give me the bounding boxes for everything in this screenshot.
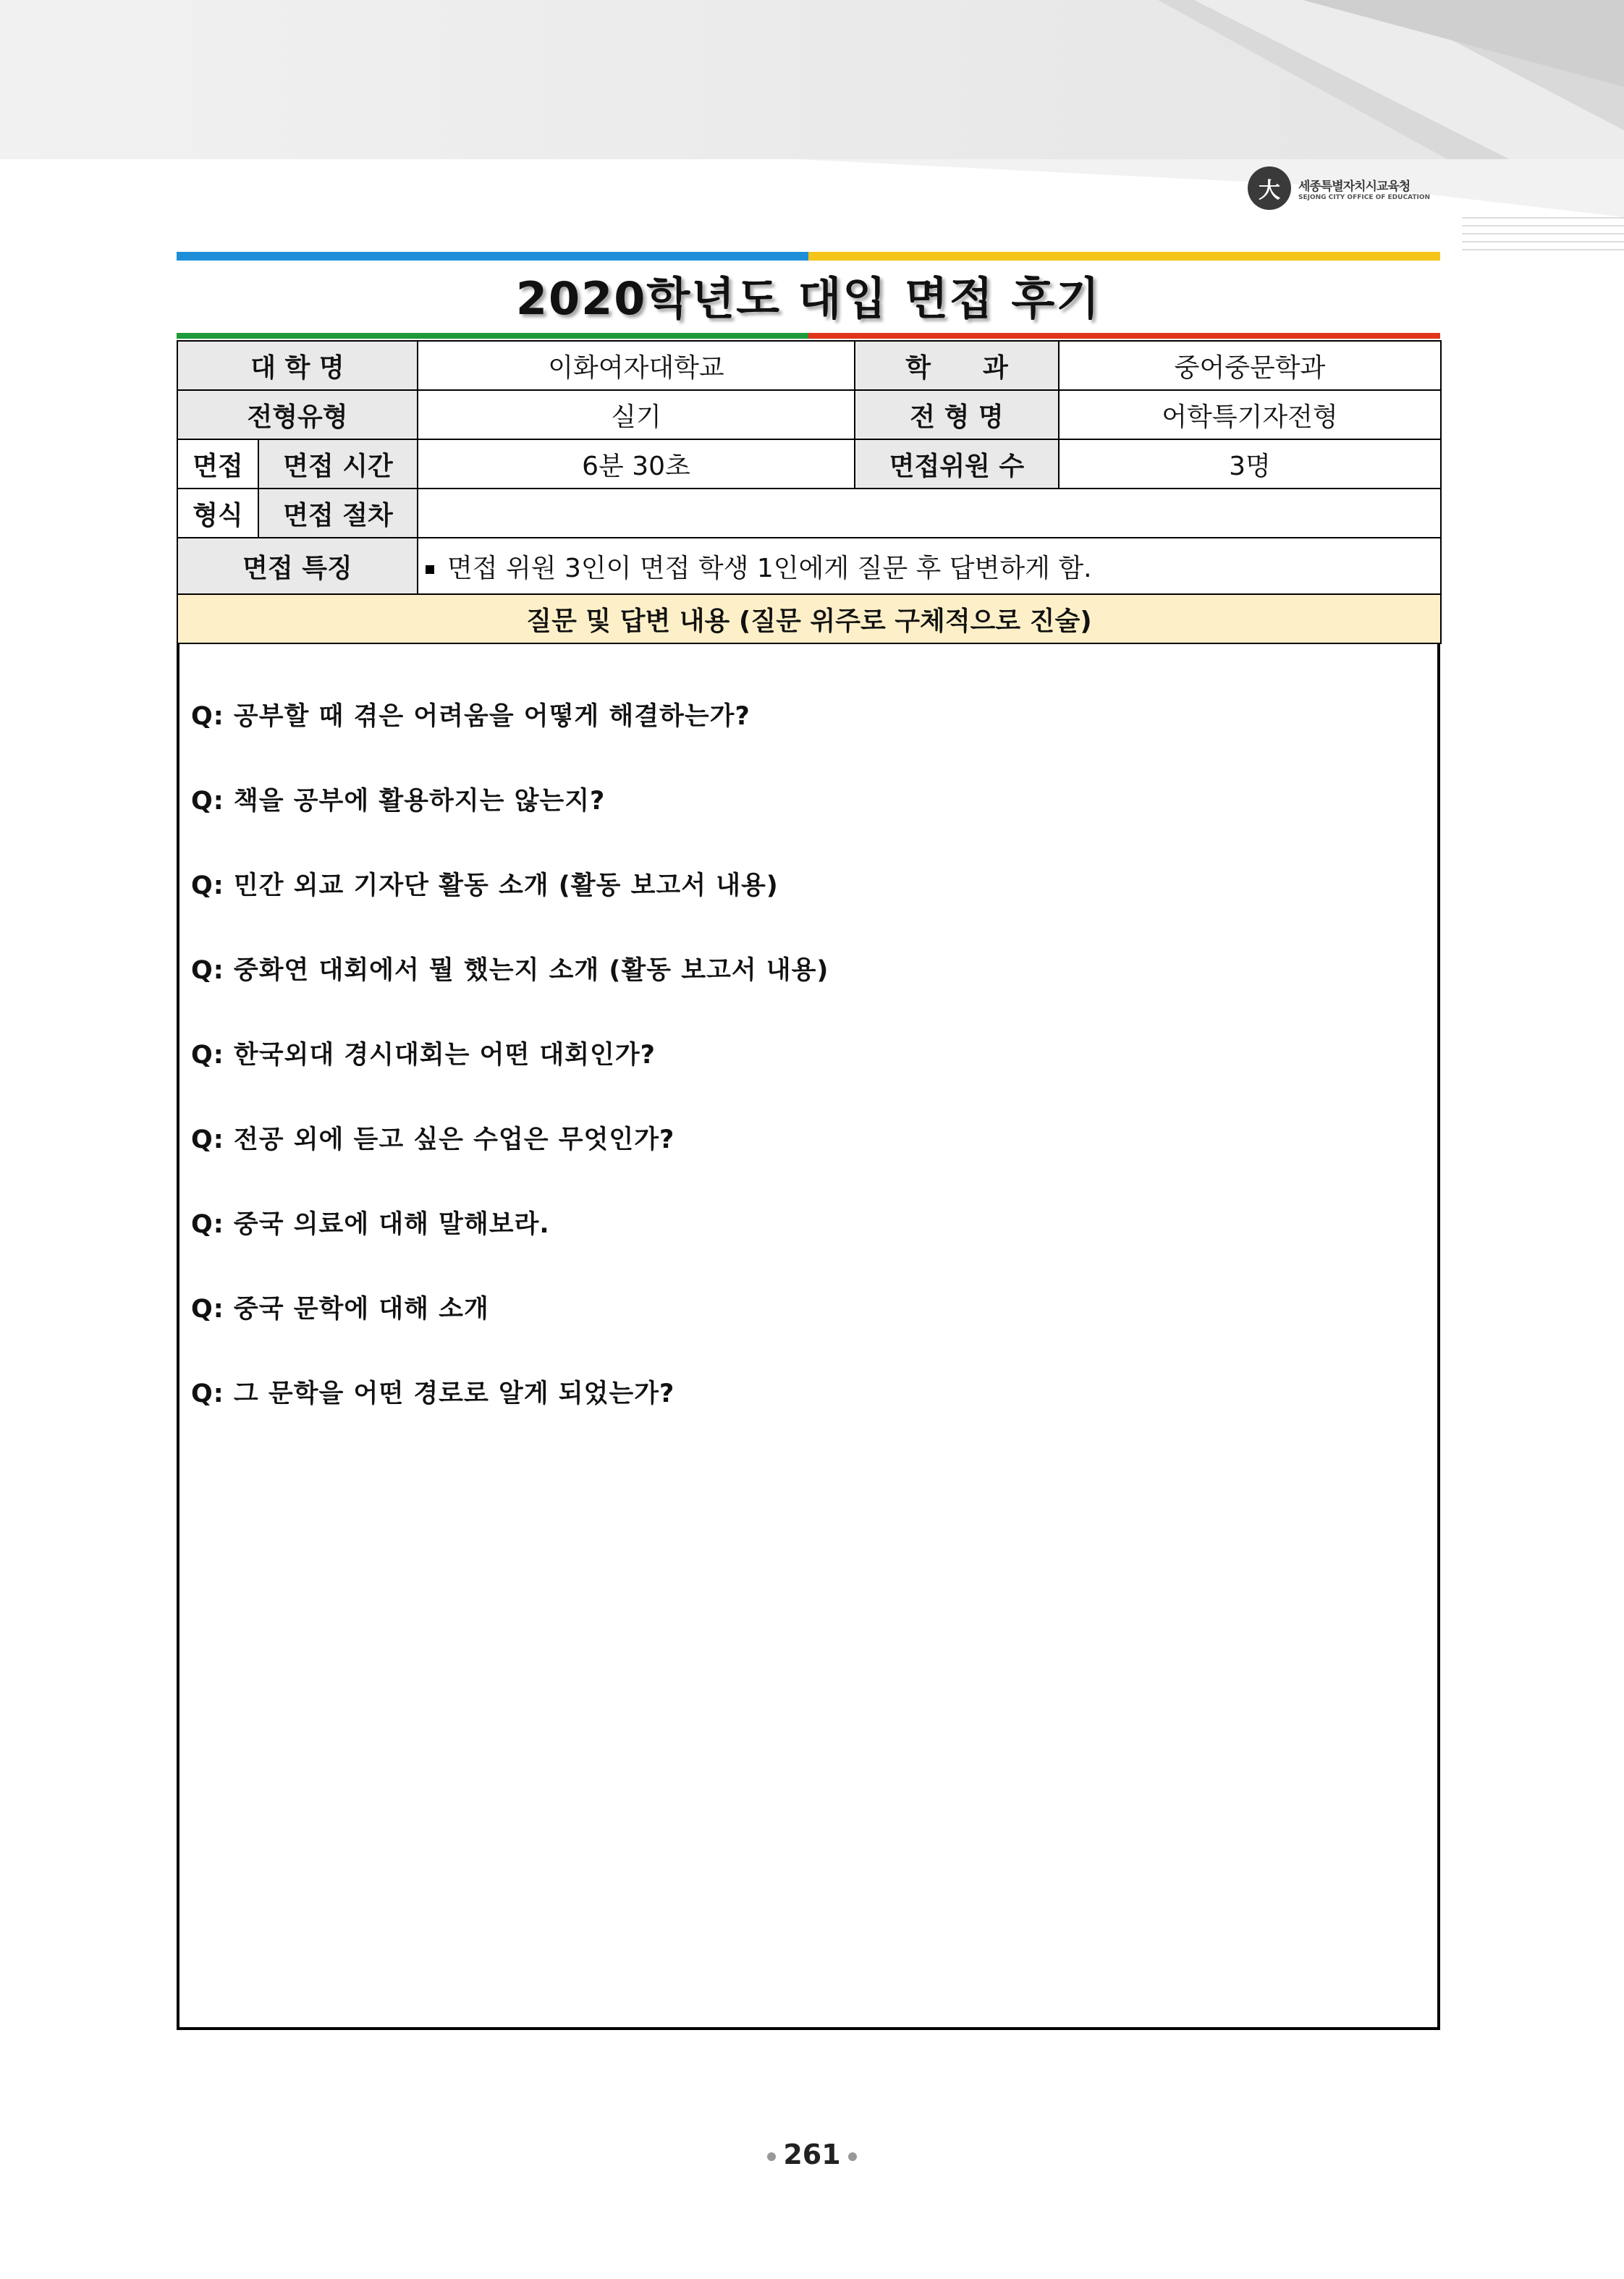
interviewers-label: 면접위원 수: [855, 439, 1059, 489]
page-number-text: 261: [783, 2139, 841, 2170]
list-item: Q: 중국 문학에 대해 소개: [191, 1295, 489, 1324]
table-row: [177, 538, 1441, 594]
admission-type-label: 전형유형: [177, 390, 418, 439]
department-value: 중어중문학과: [1059, 341, 1441, 390]
university-label: 대 학 명: [177, 341, 418, 390]
header-logo: [1248, 165, 1465, 211]
list-item: Q: 중국 의료에 대해 말해보라.: [191, 1210, 550, 1239]
procedure-value: [418, 489, 1441, 538]
logo-text-en: SEJONG CITY OFFICE OF EDUCATION: [1298, 193, 1431, 201]
table-row: [177, 594, 1441, 643]
table-row: [177, 439, 1441, 489]
interviewers-value: 3명: [1059, 439, 1441, 489]
feature-value: 면접 위원 3인이 면접 학생 1인에게 질문 후 답변하게 함.: [447, 553, 1092, 583]
list-item: Q: 전공 외에 듣고 싶은 수업은 무엇인가?: [191, 1125, 675, 1154]
list-item: Q: 그 문학을 어떤 경로로 알게 되었는가?: [191, 1379, 675, 1408]
education-office-logo-icon: 大: [1248, 166, 1291, 210]
dot-icon: [848, 2152, 857, 2161]
department-label: 학 과: [855, 341, 1059, 390]
decorative-lines: [1462, 217, 1624, 261]
logo-text-ko: 세종특별자치시교육청: [1298, 179, 1411, 194]
university-value: 이화여자대학교: [418, 341, 855, 390]
list-item: Q: 책을 공부에 활용하지는 않는지?: [191, 787, 606, 816]
table-row: [177, 341, 1441, 390]
admission-name-value: 어학특기자전형: [1059, 390, 1441, 439]
dot-icon: [767, 2152, 776, 2161]
feature-label: 면접 특징: [177, 538, 418, 594]
feature-cell: [418, 538, 1441, 594]
time-label: 면접 시간: [258, 439, 418, 489]
bullet-square-icon: [426, 565, 434, 574]
title-top-bar: [177, 252, 1440, 261]
list-item: Q: 공부할 때 겪은 어려움을 어떻게 해결하는가?: [191, 702, 750, 731]
list-item: Q: 한국외대 경시대회는 어떤 대회인가?: [191, 1041, 656, 1070]
time-value: 6분 30초: [418, 439, 855, 489]
qa-section-header: 질문 및 답변 내용 (질문 위주로 구체적으로 진술): [177, 594, 1441, 643]
procedure-label: 면접 절차: [258, 489, 418, 538]
format-label-2: 형식: [177, 489, 258, 538]
format-label-1: 면접: [177, 439, 258, 489]
table-row: [177, 489, 1441, 538]
document-title: 2020학년도 대입 면접 후기: [515, 272, 1101, 325]
page-number: [0, 2139, 1624, 2170]
admission-type-value: 실기: [418, 390, 855, 439]
list-item: Q: 중화연 대회에서 뭘 했는지 소개 (활동 보고서 내용): [191, 956, 829, 985]
admission-name-label: 전 형 명: [855, 390, 1059, 439]
table-row: [177, 390, 1441, 439]
question-list: [191, 695, 1421, 1457]
interview-info-table: [177, 340, 1442, 644]
title-bottom-bar: [177, 333, 1440, 339]
list-item: Q: 민간 외교 기자단 활동 소개 (활동 보고서 내용): [191, 871, 779, 900]
